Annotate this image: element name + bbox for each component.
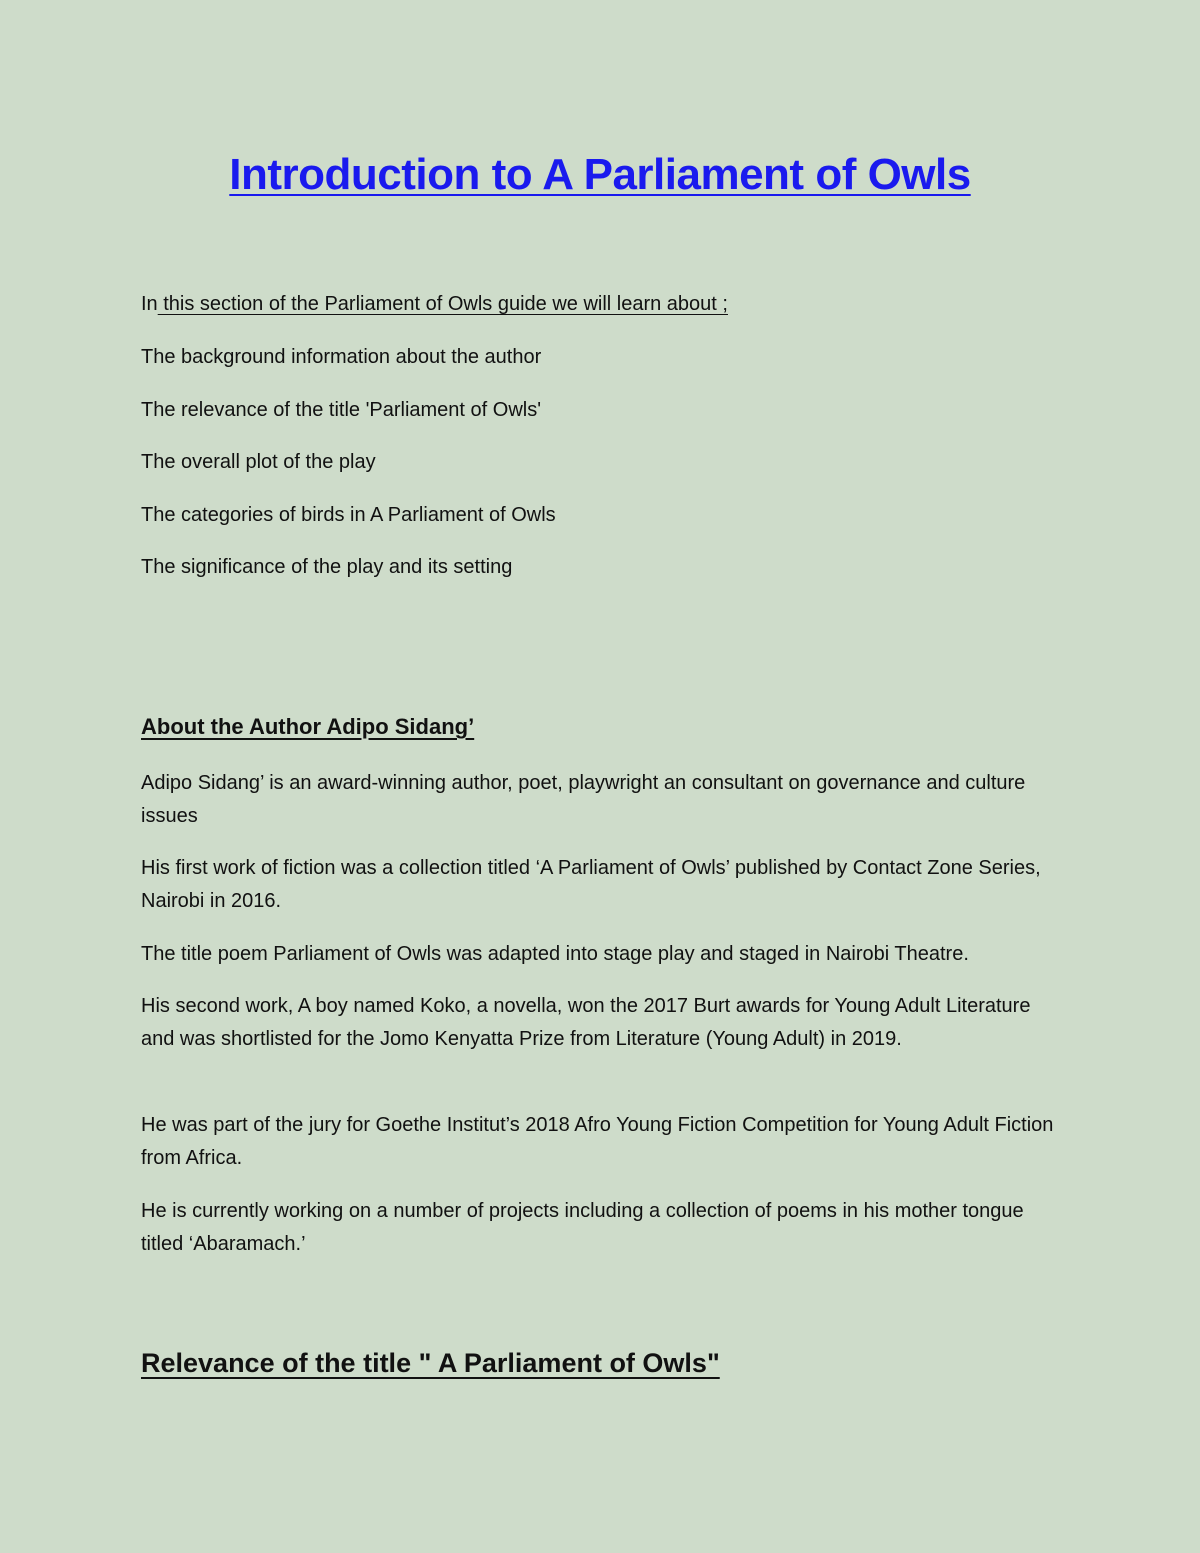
author-paragraph: His first work of fiction was a collection titled ‘A Parliament of Owls’ published by Contact Zone Series, Nairobi in 2016. (141, 857, 1041, 912)
document-title: Introduction to A Parliament of Owls (229, 150, 971, 199)
topic-item: The overall plot of the play (141, 451, 376, 474)
topic-item: The significance of the play and its setting (141, 556, 513, 579)
author-paragraph: Adipo Sidang’ is an award-winning author, poet, playwright an consultant on governance and culture issues (141, 772, 1026, 827)
author-paragraph: He was part of the jury for Goethe Institut’s 2018 Afro Young Fiction Competition for Young Adult Fiction from Africa. (141, 1114, 1054, 1169)
topic-item: The background information about the author (141, 346, 542, 368)
intro-rest: this section of the Parliament of Owls guide we will learn about ; (157, 293, 728, 315)
author-paragraph: He is currently working on a number of projects including a collection of poems in his mother tongue titled ‘Abaramach.’ (141, 1200, 1024, 1255)
author-paragraph: The title poem Parliament of Owls was adapted into stage play and staged in Nairobi Theatre. (141, 943, 969, 965)
topic-list (141, 345, 556, 608)
intro-lead: In (141, 293, 158, 315)
author-section-heading: About the Author Adipo Sidang’ (141, 714, 475, 739)
intro-sentence (141, 293, 728, 316)
topic-item: The relevance of the title 'Parliament of Owls' (141, 398, 542, 421)
topic-item: The categories of birds in A Parliament of Owls (141, 503, 556, 526)
author-paragraph: His second work, A boy named Koko, a novella, won the 2017 Burt awards for Young Adult Literature and was shortlisted for the Jomo Kenyatta Prize from Literature (Young Adult) in 2019. (141, 995, 1031, 1050)
relevance-section-heading: Relevance of the title " A Parliament of Owls" (141, 1348, 720, 1378)
